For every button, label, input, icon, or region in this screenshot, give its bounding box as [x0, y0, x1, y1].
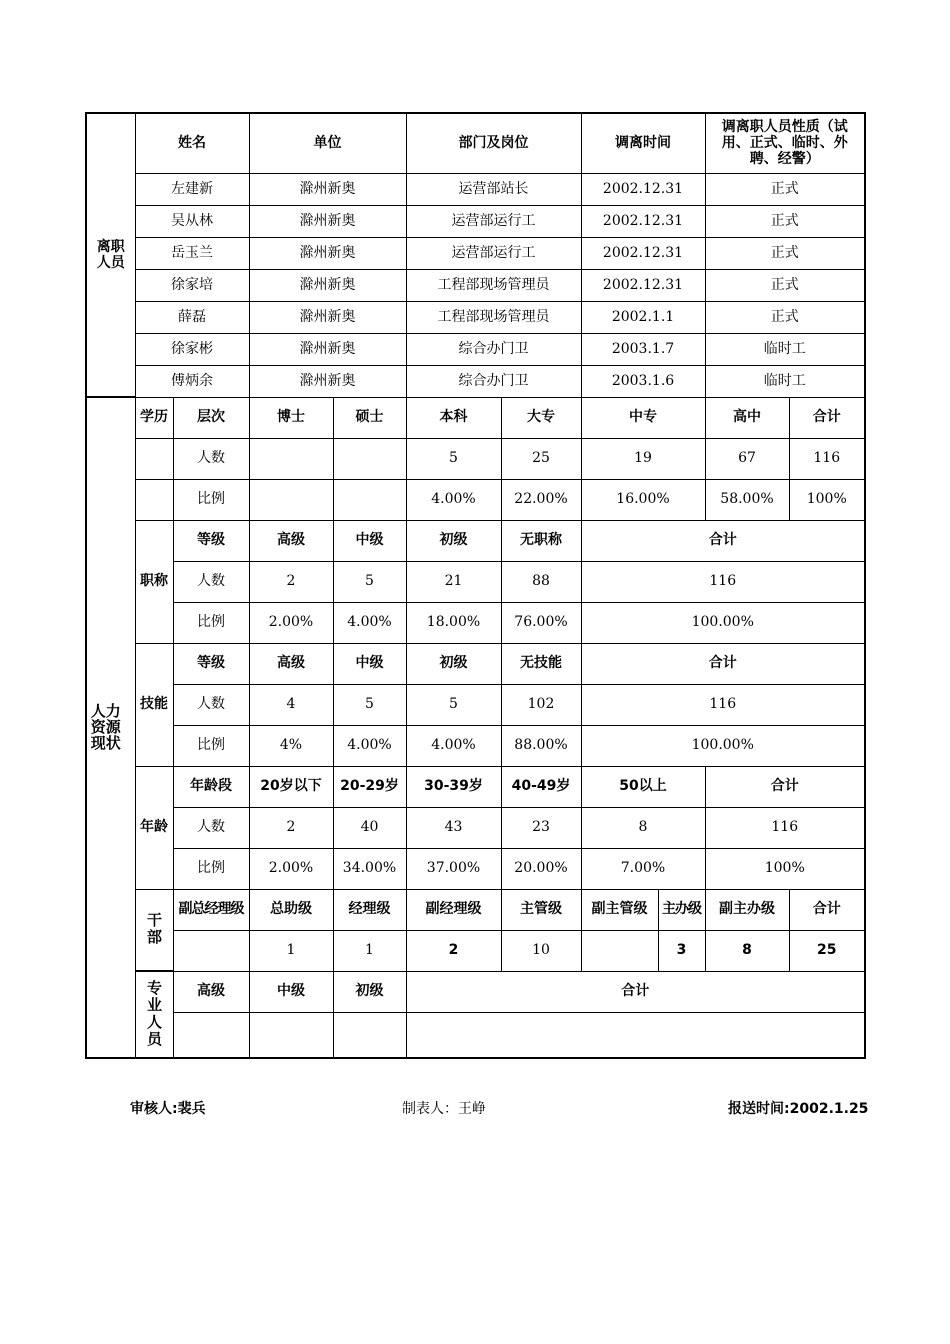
- table-row: [86, 173, 865, 205]
- age-ratio-cell: 7.00%: [581, 848, 705, 889]
- leave-date: 2002.12.31: [581, 205, 705, 237]
- employee-unit: 滁州新奥: [249, 269, 406, 301]
- age-ratio-cell: 20.00%: [501, 848, 581, 889]
- employee-name: 吴从林: [135, 205, 249, 237]
- age-ratio-row: [86, 848, 865, 889]
- title-count-cell: 88: [501, 561, 581, 602]
- education-ratio-row: [86, 479, 865, 520]
- row-label: 人数: [173, 807, 249, 848]
- education-ratio-cell: 4.00%: [406, 479, 501, 520]
- age-ratio-cell: 34.00%: [333, 848, 406, 889]
- education-count-cell: 25: [501, 438, 581, 479]
- header-department-post: 部门及岗位: [406, 113, 581, 173]
- professional-value-cell: [173, 1012, 249, 1058]
- title-col-none: 无职称: [501, 520, 581, 561]
- row-label: 人数: [173, 561, 249, 602]
- skill-ratio-cell: 4.00%: [406, 725, 501, 766]
- table-row: [86, 333, 865, 365]
- education-col-doctor: 博士: [249, 397, 333, 438]
- leave-date: 2002.12.31: [581, 237, 705, 269]
- employee-post: 运营部站长: [406, 173, 581, 205]
- leave-date: 2002.12.31: [581, 173, 705, 205]
- title-count-cell: 21: [406, 561, 501, 602]
- cadre-value-cell: 3: [658, 930, 705, 971]
- leave-date: 2003.1.6: [581, 365, 705, 397]
- table-row: [86, 301, 865, 333]
- title-label: 职称: [135, 520, 173, 643]
- title-count-cell: 2: [249, 561, 333, 602]
- age-header-row: [86, 766, 865, 807]
- cadre-col-deputy-officer: 副主办级: [705, 889, 789, 930]
- title-ratio-cell: 4.00%: [333, 602, 406, 643]
- age-col-30-39: 30-39岁: [406, 766, 501, 807]
- education-col-secondary: 中专: [581, 397, 705, 438]
- row-label: 比例: [173, 602, 249, 643]
- title-ratio-cell: 100.00%: [581, 602, 865, 643]
- cadre-col-deputy-gm: 副总经理级: [173, 889, 249, 930]
- employee-post: 运营部运行工: [406, 237, 581, 269]
- education-count-cell: 116: [789, 438, 865, 479]
- skill-count-cell: 5: [333, 684, 406, 725]
- employee-unit: 滁州新奥: [249, 205, 406, 237]
- title-ratio-cell: 18.00%: [406, 602, 501, 643]
- employee-name: 岳玉兰: [135, 237, 249, 269]
- title-ratio-row: [86, 602, 865, 643]
- employee-type: 正式: [705, 301, 865, 333]
- table-row: [86, 205, 865, 237]
- employee-post: 工程部现场管理员: [406, 269, 581, 301]
- table-row: [86, 237, 865, 269]
- professional-value-cell: [333, 1012, 406, 1058]
- employee-name: 薛磊: [135, 301, 249, 333]
- cadre-value-cell: 25: [789, 930, 865, 971]
- education-col-total: 合计: [789, 397, 865, 438]
- leave-date: 2002.1.1: [581, 301, 705, 333]
- professional-label: 专业人员: [135, 971, 173, 1058]
- cadre-value-cell: 10: [501, 930, 581, 971]
- employee-type: 正式: [705, 269, 865, 301]
- skill-col-total: 合计: [581, 643, 865, 684]
- submit-time-text: 报送时间:2002.1.25: [728, 1101, 869, 1117]
- skill-count-cell: 116: [581, 684, 865, 725]
- age-count-cell: 43: [406, 807, 501, 848]
- employee-unit: 滁州新奥: [249, 365, 406, 397]
- row-label: 比例: [173, 725, 249, 766]
- age-ratio-cell: 100%: [705, 848, 865, 889]
- professional-col-junior: 初级: [333, 971, 406, 1012]
- education-ratio-cell: 100%: [789, 479, 865, 520]
- title-grade-header: 等级: [173, 520, 249, 561]
- education-count-cell: 5: [406, 438, 501, 479]
- employee-name: 左建新: [135, 173, 249, 205]
- table-row: [86, 269, 865, 301]
- skill-header-row: [86, 643, 865, 684]
- employee-post: 综合办门卫: [406, 333, 581, 365]
- employee-post: 综合办门卫: [406, 365, 581, 397]
- cadre-col-deputy-supervisor: 副主管级: [581, 889, 658, 930]
- cadre-col-deputy-manager: 副经理级: [406, 889, 501, 930]
- cadre-label: 干部: [135, 889, 173, 971]
- row-label: 比例: [173, 848, 249, 889]
- education-count-cell: 19: [581, 438, 705, 479]
- education-count-cell: 67: [705, 438, 789, 479]
- education-ratio-cell: 58.00%: [705, 479, 789, 520]
- age-col-under20: 20岁以下: [249, 766, 333, 807]
- header-leave-date: 调离时间: [581, 113, 705, 173]
- hr-status-section-label: 人力资源现状: [86, 397, 135, 1058]
- skill-ratio-cell: 4%: [249, 725, 333, 766]
- title-col-senior: 高级: [249, 520, 333, 561]
- education-count-row: [86, 438, 865, 479]
- skill-ratio-cell: 100.00%: [581, 725, 865, 766]
- age-col-50plus: 50以上: [581, 766, 705, 807]
- skill-count-cell: 4: [249, 684, 333, 725]
- skill-count-cell: 5: [406, 684, 501, 725]
- employee-unit: 滁州新奥: [249, 301, 406, 333]
- employee-unit: 滁州新奥: [249, 237, 406, 269]
- title-col-junior: 初级: [406, 520, 501, 561]
- skill-col-intermediate: 中级: [333, 643, 406, 684]
- title-ratio-cell: 76.00%: [501, 602, 581, 643]
- row-label: 人数: [173, 684, 249, 725]
- leave-date: 2002.12.31: [581, 269, 705, 301]
- cadre-col-supervisor: 主管级: [501, 889, 581, 930]
- cadre-col-gm-assistant: 总助级: [249, 889, 333, 930]
- skill-count-row: [86, 684, 865, 725]
- row-label: 比例: [173, 479, 249, 520]
- cadre-value-cell: 2: [406, 930, 501, 971]
- preparer-text: 制表人：王峥: [402, 1101, 486, 1117]
- skill-count-cell: 102: [501, 684, 581, 725]
- employee-post: 工程部现场管理员: [406, 301, 581, 333]
- education-ratio-cell: 16.00%: [581, 479, 705, 520]
- age-count-cell: 2: [249, 807, 333, 848]
- header-unit: 单位: [249, 113, 406, 173]
- education-label-blank: [135, 479, 173, 520]
- table-row: [86, 365, 865, 397]
- age-label: 年龄: [135, 766, 173, 889]
- employee-type: 正式: [705, 237, 865, 269]
- age-ratio-cell: 2.00%: [249, 848, 333, 889]
- title-count-cell: 5: [333, 561, 406, 602]
- professional-value-row: [86, 1012, 865, 1058]
- title-count-cell: 116: [581, 561, 865, 602]
- age-count-cell: 40: [333, 807, 406, 848]
- row-label: 人数: [173, 438, 249, 479]
- education-count-cell: [249, 438, 333, 479]
- education-level-header: 层次: [173, 397, 249, 438]
- age-ratio-cell: 37.00%: [406, 848, 501, 889]
- education-ratio-cell: 22.00%: [501, 479, 581, 520]
- age-col-total: 合计: [705, 766, 865, 807]
- professional-col-senior: 高级: [173, 971, 249, 1012]
- hr-report-table: [85, 112, 866, 1059]
- employee-unit: 滁州新奥: [249, 173, 406, 205]
- age-count-cell: 8: [581, 807, 705, 848]
- title-col-total: 合计: [581, 520, 865, 561]
- skill-col-junior: 初级: [406, 643, 501, 684]
- professional-value-cell: [249, 1012, 333, 1058]
- professional-col-intermediate: 中级: [249, 971, 333, 1012]
- cadre-value-cell: 1: [249, 930, 333, 971]
- education-col-highschool: 高中: [705, 397, 789, 438]
- cadre-col-total: 合计: [789, 889, 865, 930]
- education-ratio-cell: [249, 479, 333, 520]
- education-ratio-cell: [333, 479, 406, 520]
- employee-name: 徐家培: [135, 269, 249, 301]
- education-col-college: 大专: [501, 397, 581, 438]
- cadre-header-row: [86, 889, 865, 930]
- departure-header-row: [86, 113, 865, 173]
- education-header-row: [86, 397, 865, 438]
- cadre-value-cell: 8: [705, 930, 789, 971]
- header-name: 姓名: [135, 113, 249, 173]
- age-count-cell: 116: [705, 807, 865, 848]
- title-header-row: [86, 520, 865, 561]
- age-col-20-29: 20-29岁: [333, 766, 406, 807]
- leave-date: 2003.1.7: [581, 333, 705, 365]
- employee-post: 运营部运行工: [406, 205, 581, 237]
- title-count-row: [86, 561, 865, 602]
- cadre-col-manager: 经理级: [333, 889, 406, 930]
- cadre-col-officer: 主办级: [658, 889, 705, 930]
- departure-section-label: 离职人员: [86, 113, 135, 397]
- professional-col-total: 合计: [406, 971, 865, 1012]
- employee-type: 临时工: [705, 365, 865, 397]
- professional-value-cell: [406, 1012, 865, 1058]
- reviewer-text: 审核人:裴兵: [130, 1101, 206, 1117]
- age-count-cell: 23: [501, 807, 581, 848]
- professional-header-row: [86, 971, 865, 1012]
- skill-label: 技能: [135, 643, 173, 766]
- employee-type: 正式: [705, 205, 865, 237]
- cadre-value-cell: 1: [333, 930, 406, 971]
- education-label: 学历: [135, 397, 173, 438]
- employee-unit: 滁州新奥: [249, 333, 406, 365]
- cadre-value-cell: [173, 930, 249, 971]
- employee-name: 傅炳余: [135, 365, 249, 397]
- education-count-cell: [333, 438, 406, 479]
- education-label-blank: [135, 438, 173, 479]
- title-ratio-cell: 2.00%: [249, 602, 333, 643]
- skill-col-senior: 高级: [249, 643, 333, 684]
- skill-ratio-row: [86, 725, 865, 766]
- title-col-intermediate: 中级: [333, 520, 406, 561]
- employee-type: 临时工: [705, 333, 865, 365]
- cadre-value-cell: [581, 930, 658, 971]
- skill-ratio-cell: 88.00%: [501, 725, 581, 766]
- education-col-master: 硕士: [333, 397, 406, 438]
- employee-name: 徐家彬: [135, 333, 249, 365]
- skill-grade-header: 等级: [173, 643, 249, 684]
- age-range-header: 年龄段: [173, 766, 249, 807]
- employee-type: 正式: [705, 173, 865, 205]
- cadre-value-row: [86, 930, 865, 971]
- education-col-bachelor: 本科: [406, 397, 501, 438]
- skill-ratio-cell: 4.00%: [333, 725, 406, 766]
- age-count-row: [86, 807, 865, 848]
- age-col-40-49: 40-49岁: [501, 766, 581, 807]
- skill-col-none: 无技能: [501, 643, 581, 684]
- header-employee-type: 调离职人员性质（试用、正式、临时、外聘、经警）: [705, 113, 865, 173]
